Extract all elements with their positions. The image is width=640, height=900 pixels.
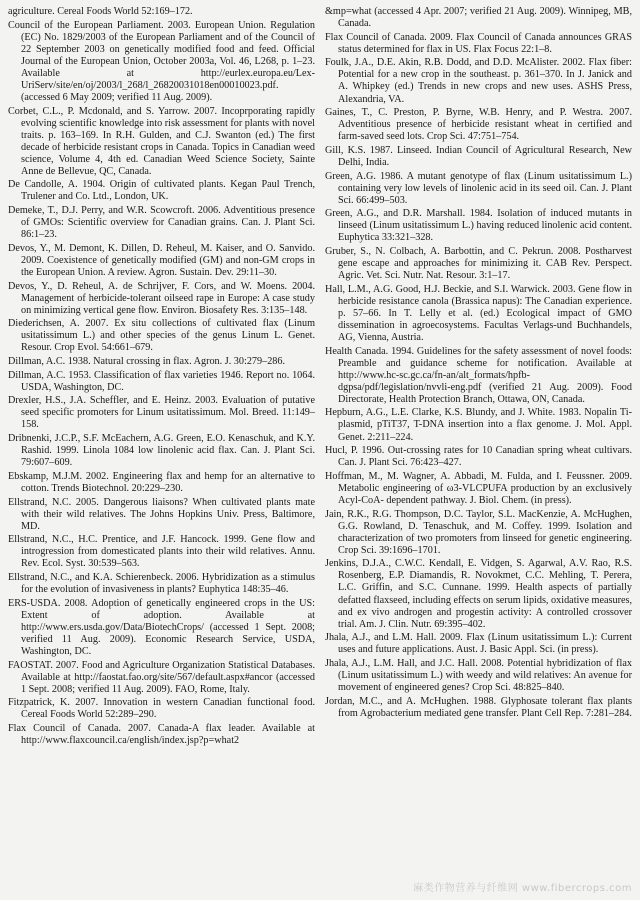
reference-entry: Dillman, A.C. 1953. Classification of flax varieties 1946. Report no. 1064. USDA, Washington, DC. [8, 369, 315, 393]
reference-entry: &mp=what (accessed 4 Apr. 2007; verified 21 Aug. 2009). Winnipeg, MB, Canada. [325, 6, 632, 30]
reference-entry: Council of the European Parliament. 2003. European Union. Regulation (EC) No. 1829/2003 of the European Parliament and of the Council of 22 September 2003 on genetically modified food and feed. Official Journal of the European Union, October 2003a, Vol. 46, L268, p. 1–23. Available at http://eurlex.europa.eu/Lex-UriServ/site/en/oj/2003/l_268/l_26820031018en00010023.pdf. (accessed 6 May 2009; verified 11 Aug. 2009). [8, 19, 315, 103]
reference-entry: Flax Council of Canada. 2009. Flax Council of Canada announces GRAS status determined for flax in US. Flax Focus 22:1–8. [325, 31, 632, 55]
reference-entry: FAOSTAT. 2007. Food and Agriculture Organization Statistical Databases. Available at http://faostat.fao.org/site/567/default.aspx#ancor (accessed 1 Sept. 2008; verified 11 Aug. 2009). FAO, Rome, Italy. [8, 659, 315, 695]
reference-entry: Dribnenki, J.C.P., S.F. McEachern, A.G. Green, E.O. Kenaschuk, and K.Y. Rashid. 1999. Linola 1084 low linolenic acid flax. Can. J. Plant Sci. 79:607–609. [8, 433, 315, 469]
reference-entry: Drexler, H.S., J.A. Scheffler, and E. Heinz. 2003. Evaluation of putative seed specific promoters for Linum usitatissimum. Mol. Breed. 11:149–158. [8, 395, 315, 431]
reference-entry: Hoffman, M., M. Wagner, A. Abbadi, M. Fulda, and I. Feussner. 2009. Metabolic engineering of ω3-VLCPUFA production by an exclusively Acyl-CoA- dependent pathway. J. Biol. Chem. (in press). [325, 470, 632, 506]
reference-entry: Hepburn, A.G., L.E. Clarke, K.S. Blundy, and J. White. 1983. Nopalin Ti-plasmid, pTiT37, T-DNA insertion into a flax genome. J. Mol. Appl. Genet. 2:211–224. [325, 407, 632, 443]
reference-entry: agriculture. Cereal Foods World 52:169–172. [8, 6, 193, 17]
reference-entry: Devos, Y., M. Demont, K. Dillen, D. Reheul, M. Kaiser, and O. Sanvido. 2009. Coexistence of genetically modified (GM) and non-GM crops in the European Union. A review. Agron. Sustain. Dev. 29:11–30. [8, 242, 315, 278]
left-reference-column [8, 6, 315, 900]
reference-entry: Devos, Y., D. Reheul, A. de Schrijver, F. Cors, and W. Moens. 2004. Management of herbicide-tolerant oilseed rape in Europe: A case study on minimizing vertical gene flow. Environ. Biosafety Res. 3:135–148. [8, 280, 315, 316]
reference-entry: Green, A.G. 1986. A mutant genotype of flax (Linum usitatissimum L.) containing very low levels of linolenic acid in its seed oil. Can. J. Plant Sci. 66:499–503. [325, 170, 632, 206]
reference-entry: Ebskamp, M.J.M. 2002. Engineering flax and hemp for an alternative to cotton. Trends Biotechnol. 20:229–230. [8, 470, 315, 494]
reference-entry: Gruber, S., N. Colbach, A. Barbottin, and C. Pekrun. 2008. Postharvest gene escape and approaches for minimizing it. CAB Rev. Perspect. Agric. Vet. Sci. Nutr. Nat. Resour. 3:1–17. [325, 246, 632, 282]
reference-entry: Foulk, J.A., D.E. Akin, R.B. Dodd, and D.D. McAlister. 2002. Flax fiber: Potential for a new crop in the southeast. p. 361–370. In J. Janick and A. Whipkey (ed.) Trends in new crops and new uses. ASHS Press, Alexandria, VA. [325, 57, 632, 105]
reference-entry: Diederichsen, A. 2007. Ex situ collections of cultivated flax (Linum usitatissimum L.) and other species of the genus Linum L. Genet. Resour. Crop Evol. 54:661–679. [8, 318, 315, 354]
reference-columns [8, 6, 632, 900]
reference-entry: Jhala, A.J., L.M. Hall, and J.C. Hall. 2008. Potential hybridization of flax (Linum usitatissimum L.) with weedy and wild relatives: An avenue for movement of engineered genes? Crop Sci. 48:825–840. [325, 657, 632, 694]
reference-entry: Ellstrand, N.C., and K.A. Schierenbeck. 2006. Hybridization as a stimulus for the evolution of invasiveness in plants? Euphytica 148:35–46. [8, 572, 315, 596]
reference-entry: Hucl, P. 1996. Out-crossing rates for 10 Canadian spring wheat cultivars. Can. J. Plant Sci. 76:423–427. [325, 445, 632, 469]
reference-entry: Gill, K.S. 1987. Linseed. Indian Council of Agricultural Research, New Delhi, India. [325, 144, 632, 168]
reference-entry: Ellstrand, N.C., H.C. Prentice, and J.F. Hancock. 1999. Gene flow and introgression from domesticated plants into their wild relatives. Annu. Rev. Ecol. Syst. 30:539–563. [8, 534, 315, 570]
reference-entry: Corbet, C.L., P. Mcdonald, and S. Yarrow. 2007. Incoprporating rapidly evolving scientific knowledge into risk assessment for plants with novel traits. p. 163–169. In R.H. Gulden, and C.J. Swanton (ed.) The first decade of herbicide resistant crops in Canada. Topics in Canadian weed science, Volume 4, 4th ed. Canadian Weed Science Society, Sainte Anne de Bellevue, QC, Canada. [8, 105, 315, 177]
reference-entry: Gaines, T., C. Preston, P. Byrne, W.B. Henry, and P. Westra. 2007. Adventitious presence of herbicide resistant wheat in certified and farm-saved seed lots. Crop Sci. 47:751–754. [325, 107, 632, 143]
reference-entry: Ellstrand, N.C. 2005. Dangerous liaisons? When cultivated plants mate with their wild relatives. The Johns Hopkins Univ. Press, Baltimore, MD. [8, 496, 315, 532]
reference-entry: Green, A.G., and D.R. Marshall. 1984. Isolation of induced mutants in linseed (Linum usitatissimum L.) having reduced linolenic acid content. Euphytica 33:321–328. [325, 208, 632, 244]
site-watermark: 麻类作物营养与纤维网 www.fibercrops.com [413, 883, 632, 894]
reference-entry: De Candolle, A. 1904. Origin of cultivated plants. Kegan Paul Trench, Trulener and Co. Ltd., London, UK. [8, 179, 315, 203]
reference-entry: ERS-USDA. 2008. Adoption of genetically engineered crops in the US: Extent of adoption. Available at http://www.ers.usda.gov/Data/BiotechCrops/ (accessed 1 Sept. 2008; verified 11 Aug. 2009). Economic Research Service, USDA, Washington, DC. [8, 597, 315, 657]
reference-entry: Fitzpatrick, K. 2007. Innovation in western Canadian functional food. Cereal Foods World 52:289–290. [8, 697, 315, 721]
reference-entry: Demeke, T., D.J. Perry, and W.R. Scowcroft. 2006. Adventitious presence of GMOs: Scientific overview for Canadian grains. Can. J. Plant Sci. 86:1–23. [8, 205, 315, 241]
reference-entry: Jordan, M.C., and A. McHughen. 1988. Glyphosate tolerant flax plants from Agrobacterium mediated gene transfer. Plant Cell Rep. 7:281–284. [325, 695, 632, 719]
reference-entry: Health Canada. 1994. Guidelines for the safety assessment of novel foods: Preamble and guidance scheme for notification. Available at http://www.hc-sc.gc.ca/fn-an/alt_formats/hpfb-dgpsa/pdf/legislation/nvvli-eng.pdf (verified 21 Aug. 2009). Food Directorate, Health Protection Branch, Ottawa, ON, Canada. [325, 345, 632, 405]
reference-entry: Jenkins, D.J.A., C.W.C. Kendall, E. Vidgen, S. Agarwal, A.V. Rao, R.S. Rosenberg, E.P. Diamandis, R. Novokmet, C.C. Mehling, T. Perera, L.C. Griffin, and S.C. Cunnane. 1999. Health aspects of partially defatted flaxseed, including effects on serum lipids, oxidative measures, and ex vivo androgen and progestin activity: A controlled crossover trial. Am. J. Clin. Nutr. 69:395–402. [325, 558, 632, 630]
reference-entry: Flax Council of Canada. 2007. Canada-A flax leader. Available at http://www.flaxcouncil.ca/english/index.jsp?p=what2 [8, 722, 315, 746]
reference-entry: Jhala, A.J., and L.M. Hall. 2009. Flax (Linum usitatissimum L.): Current uses and future applications. Aust. J. Basic Appl. Sci. (in press). [325, 632, 632, 656]
reference-entry: Hall, L.M., A.G. Good, H.J. Beckie, and S.I. Warwick. 2003. Gene flow in herbicide resistance canola (Brassica napus): The Canadian experience. p. 57–66. In T. Lelly et al. (ed.) Ecological impact of GMO dissemination in agroecosystems. Facultas Verlags-und Buchhandels, AG, Vienna, Austria. [325, 283, 632, 343]
reference-entry: Dillman, A.C. 1938. Natural crossing in flax. Agron. J. 30:279–286. [8, 356, 286, 368]
reference-entry: Jain, R.K., R.G. Thompson, D.C. Taylor, S.L. MacKenzie, A. McHughen, G.G. Rowland, D. Tenaschuk, and M. Coffey. 1999. Isolation and characterization of two promoters from linseed for genetic engineering. Crop Sci. 39:1696–1701. [325, 508, 632, 556]
right-reference-column [325, 6, 632, 900]
